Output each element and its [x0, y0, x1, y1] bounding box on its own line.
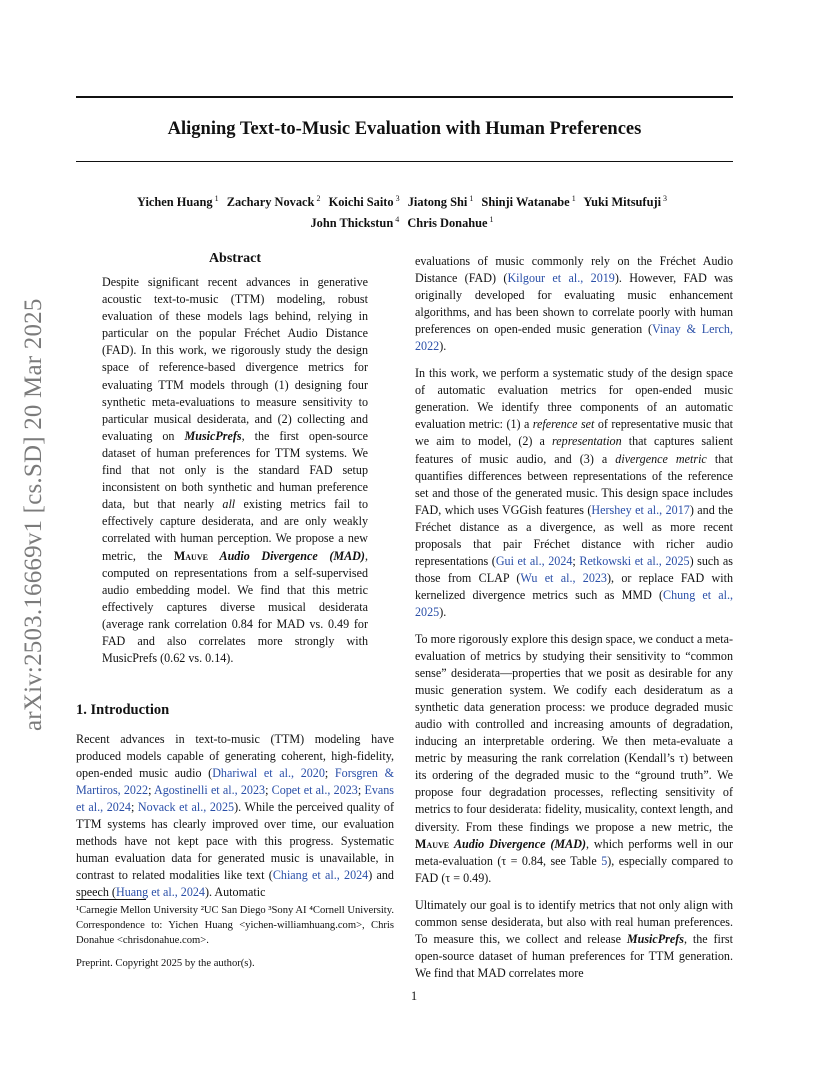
emphasis: divergence metric [615, 451, 707, 466]
separator: ; [572, 553, 580, 568]
arxiv-watermark: arXiv:2503.16669v1 [cs.SD] 20 Mar 2025 [20, 298, 47, 732]
separator: ; [265, 783, 272, 798]
abstract-span: , the first open-source dataset of human preferences for TTM systems. We find that not only is the standard FAD setup inconsistent on both synthetic and human preference data, but that nearly [102, 428, 368, 512]
affiliation-mark: 1 [469, 194, 474, 203]
author-name: Shinji Watanabe [481, 195, 570, 210]
affiliation-mark: 1 [214, 194, 219, 203]
abstract-text [102, 274, 368, 667]
body-text: ). Automatic [204, 885, 266, 900]
separator: ; [324, 766, 335, 781]
table-reference-link[interactable]: 5 [601, 853, 608, 868]
body-text: ). [439, 604, 447, 619]
abstract-span: , computed on representations from a self-supervised audio embedding model. We find that this metric effectively captures diverse musical desiderata (average rank correlation 0.84 for MAD vs. 0.49 for FAD and also correlates more strongly with MusicPrefs (0.62 vs. 0.14). [102, 548, 368, 666]
citation-link[interactable]: Vinay & Lerch, 2022 [415, 322, 733, 354]
citation-link[interactable]: Retkowski et al., 2025 [579, 553, 690, 568]
paragraph [415, 253, 733, 355]
title-rule [76, 161, 733, 162]
intro-paragraph [76, 731, 394, 901]
affiliation-mark: 1 [489, 215, 494, 225]
author-name: Koichi Saito [328, 195, 394, 210]
citation-link[interactable]: Kilgour et al., 2019 [507, 271, 615, 286]
affiliation-mark: 3 [395, 194, 400, 203]
author-name: Chris Donahue [407, 216, 488, 231]
citation-link[interactable]: Chung et al., 2025 [415, 587, 733, 619]
body-text: To more rigorously explore this design space, we conduct a meta-evaluation of metrics by studying their sensitivity to “common sense” desiderata—properties that we posit as desirable for any music generation system. We codify each desideratum as a synthetic data generation process: we produce degraded music audio with controlled and increasing amounts of degradation, inducing an interpretable ordering. We then meta-evaluate a metric by measuring the rank correlation (Kendall’s τ) between its ordering of the degraded music to the “ground truth”. We propose four degradation processes, reflecting sensitivity of metrics to four desiderata: fidelity, musicality, context length, and diversity. From these findings we propose a new metric, the [415, 631, 733, 834]
body-text: In this work, we perform a systematic study of the design space of automatic evaluation metrics for open-ended music generation. We identify three components of an automatic evaluation metric: (1) a [415, 366, 733, 432]
section-heading-introduction: 1. Introduction [76, 702, 170, 718]
citation-link[interactable]: Forsgren & Martiros, 2022 [76, 766, 394, 798]
author-name: Yichen Huang [136, 195, 213, 210]
body-text: ) such as those from CLAP ( [415, 553, 734, 585]
body-text: ) and speech ( [76, 868, 394, 900]
citation-link[interactable]: Dhariwal et al., 2020 [212, 766, 325, 781]
citation-link[interactable]: Agostinelli et al., 2023 [153, 783, 266, 798]
right-column [415, 253, 733, 982]
body-text: , the first open-source dataset of human preferences for TTM generation. We find that MAD correlates more [415, 931, 733, 980]
paragraph [415, 897, 733, 982]
author-name: Zachary Novack [226, 195, 315, 210]
emphasis: all [222, 497, 236, 512]
top-rule [76, 96, 733, 98]
author-list [76, 190, 733, 232]
footnote-rule [76, 899, 146, 900]
body-text: Recent advances in text-to-music (TTM) modeling have produced models capable of generating coherent, high-fidelity, open-ended music audio ( [76, 732, 394, 781]
body-text: ), especially compared to FAD (τ = 0.49). [415, 853, 733, 885]
citation-link[interactable]: Copet et al., 2023 [271, 783, 358, 798]
paragraph [415, 631, 733, 887]
author-name: John Thickstun [310, 216, 394, 231]
separator: ; [130, 800, 138, 815]
dataset-name: MusicPrefs [626, 931, 684, 946]
body-text: ). [439, 339, 447, 354]
body-text: ) and the Fréchet distance as a divergence, as well as more recent proposals that pair Fréchet distance with richer audio representations ( [415, 502, 734, 568]
body-text: ), or replace FAD with kernelized divergence metrics such as MMD ( [415, 570, 733, 602]
emphasis: representation [552, 434, 622, 449]
body-text: evaluations of music commonly rely on the Fréchet Audio Distance (FAD) ( [415, 254, 733, 286]
affiliation-mark: 3 [663, 194, 668, 203]
citation-link[interactable]: Hershey et al., 2017 [591, 502, 690, 517]
page-number: 1 [410, 989, 418, 1003]
citation-link[interactable]: Evans et al., 2024 [76, 783, 394, 815]
author-name: Jiatong Shi [407, 195, 468, 210]
citation-link[interactable]: Chiang et al., 2024 [272, 868, 369, 883]
separator: ; [148, 783, 154, 798]
abstract-span: existing metrics fail to effectively capture desiderata, and are only weakly correlated with human perception. We propose a new metric, the [102, 497, 368, 563]
dataset-name: MusicPrefs [184, 428, 242, 443]
citation-link[interactable]: Huang et al., 2024 [115, 885, 205, 900]
separator: ; [357, 783, 365, 798]
metric-name: Audio Divergence (MAD) [219, 548, 365, 563]
citation-link[interactable]: Gui et al., 2024 [495, 553, 573, 568]
body-text: , which performs well in our meta-evaluation (τ = 0.84, see Table [415, 836, 733, 868]
affiliation-mark: 1 [571, 194, 576, 203]
citation-link[interactable]: Novack et al., 2025 [137, 800, 235, 815]
metric-name-smallcaps: Mauve [415, 836, 450, 851]
abstract-span: Despite significant recent advances in generative acoustic text-to-music (TTM) modeling, robust evaluation of these models lags behind, relying in particular on the popular Fréchet Audio Distance (FAD). In this work, we rigorously study the design space of reference-based divergence metrics for evaluating TTM models through (1) designing four synthetic meta-evaluations to measure sensitivity to particular musical desiderata, and (2) collecting and evaluating on [102, 275, 368, 443]
emphasis: reference set [532, 417, 595, 432]
body-text: Ultimately our goal is to identify metrics that not only align with common sense desiderata, but also with real human preferences. To measure this, we collect and release [415, 897, 733, 946]
metric-name-smallcaps: Mauve [173, 548, 208, 563]
paragraph [415, 365, 733, 621]
affiliation-mark: 2 [316, 194, 321, 203]
author-name: Yuki Mitsufuji [583, 195, 662, 210]
body-text: ). While the perceived quality of TTM systems has clearly improved over time, our evaluation methods have not kept pace with this progress. Systematic human evaluation data for generated music is unavailable, in contrast to related modalities like text ( [76, 800, 394, 883]
author-line-2 [76, 211, 733, 232]
body-text: ). However, FAD was originally developed for evaluating music enhancement algorithms, and has been shown to correlate poorly with human preferences on open-ended music generation ( [415, 271, 733, 337]
body-text: of representative music that we aim to model, (2) a [415, 417, 734, 449]
citation-link[interactable]: Wu et al., 2023 [520, 570, 607, 585]
abstract-heading: Abstract [208, 251, 262, 266]
body-text: that quantifies differences between representations of the reference set and those of the generated music. This design space includes FAD, which uses VGGish features ( [415, 451, 733, 517]
metric-name: Audio Divergence (MAD) [453, 836, 587, 851]
body-text: that captures salient features of music audio, and (3) a [415, 434, 733, 466]
author-line-1 [76, 190, 733, 211]
affiliation-mark: 4 [395, 215, 400, 225]
preprint-notice: Preprint. Copyright 2025 by the author(s). [76, 958, 255, 969]
paper-title: Aligning Text-to-Music Evaluation with Human Preferences [167, 119, 642, 139]
affiliations-footnote: ¹Carnegie Mellon University ²UC San Diego ³Sony AI ⁴Cornell University. Correspondence to: Yichen Huang <yichen-williamhuang.com>, Chris Donahue <chrisdonahue.com>. [76, 905, 394, 946]
